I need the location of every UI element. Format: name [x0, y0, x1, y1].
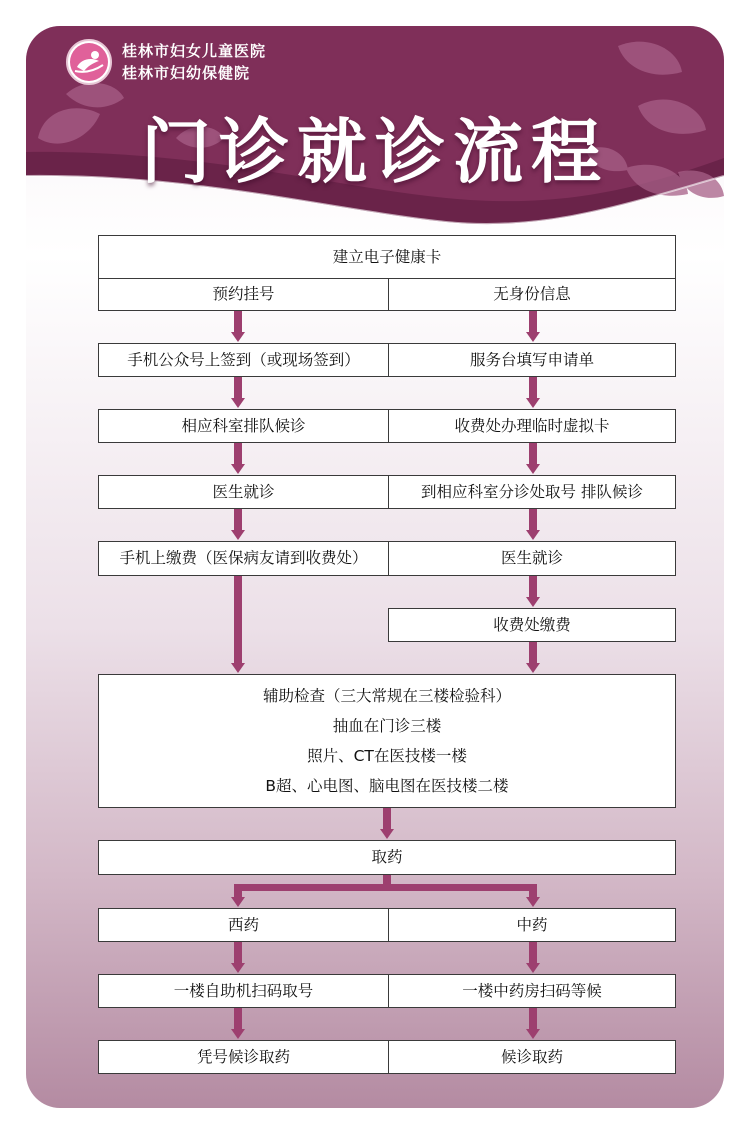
hospital-name-primary: 桂林市妇女儿童医院 — [122, 42, 267, 60]
arrow-down-icon — [526, 941, 540, 973]
step-western-medicine: 西药 — [98, 908, 389, 942]
step-left-queue: 相应科室排队候诊 — [98, 409, 389, 443]
step-health-card: 建立电子健康卡 — [98, 235, 676, 279]
exam-line-main: 辅助检查（三大常规在三楼检验科） — [262, 686, 511, 705]
step-left-checkin: 手机公众号上签到（或现场签到） — [98, 343, 389, 377]
step-western-collect: 凭号候诊取药 — [98, 1040, 389, 1074]
exam-line-ct: 照片、CT在医技楼一楼 — [307, 746, 467, 765]
exam-line-blood: 抽血在门诊三楼 — [332, 716, 442, 735]
hospital-name-secondary: 桂林市妇幼保健院 — [122, 64, 251, 82]
arrow-down-icon — [231, 310, 245, 342]
step-chinese-collect: 候诊取药 — [388, 1040, 676, 1074]
step-left-doctor: 医生就诊 — [98, 475, 389, 509]
arrow-down-icon — [526, 310, 540, 342]
step-get-medicine: 取药 — [98, 840, 676, 875]
exam-line-ultrasound: B超、心电图、脑电图在医技楼二楼 — [265, 776, 509, 795]
arrow-down-icon — [526, 575, 540, 607]
arrow-down-icon — [380, 807, 394, 839]
arrow-down-icon — [526, 1007, 540, 1039]
arrow-down-icon — [231, 941, 245, 973]
arrow-down-icon — [526, 442, 540, 474]
step-right-virtual-card: 收费处办理临时虚拟卡 — [388, 409, 676, 443]
arrow-down-icon — [526, 641, 540, 673]
step-auxiliary-exam — [98, 674, 676, 808]
arrow-down-icon — [231, 1007, 245, 1039]
step-right-doctor: 医生就诊 — [388, 541, 676, 576]
arrow-down-icon — [231, 575, 245, 673]
arrow-down-icon — [231, 442, 245, 474]
step-chinese-medicine: 中药 — [388, 908, 676, 942]
step-appointment: 预约挂号 — [98, 278, 389, 311]
step-western-scan: 一楼自助机扫码取号 — [98, 974, 389, 1008]
arrow-down-icon — [231, 376, 245, 408]
arrow-down-icon — [526, 376, 540, 408]
step-right-application: 服务台填写申请单 — [388, 343, 676, 377]
page-title: 门诊就诊流程 — [141, 111, 609, 193]
step-right-triage: 到相应科室分诊处取号 排队候诊 — [388, 475, 676, 509]
step-no-id-info: 无身份信息 — [388, 278, 676, 311]
step-left-payment: 手机上缴费（医保病友请到收费处） — [98, 541, 389, 576]
step-chinese-scan: 一楼中药房扫码等候 — [388, 974, 676, 1008]
branch-connector-icon — [231, 874, 540, 907]
arrow-down-icon — [231, 508, 245, 540]
step-right-payment: 收费处缴费 — [388, 608, 676, 642]
arrow-down-icon — [526, 508, 540, 540]
